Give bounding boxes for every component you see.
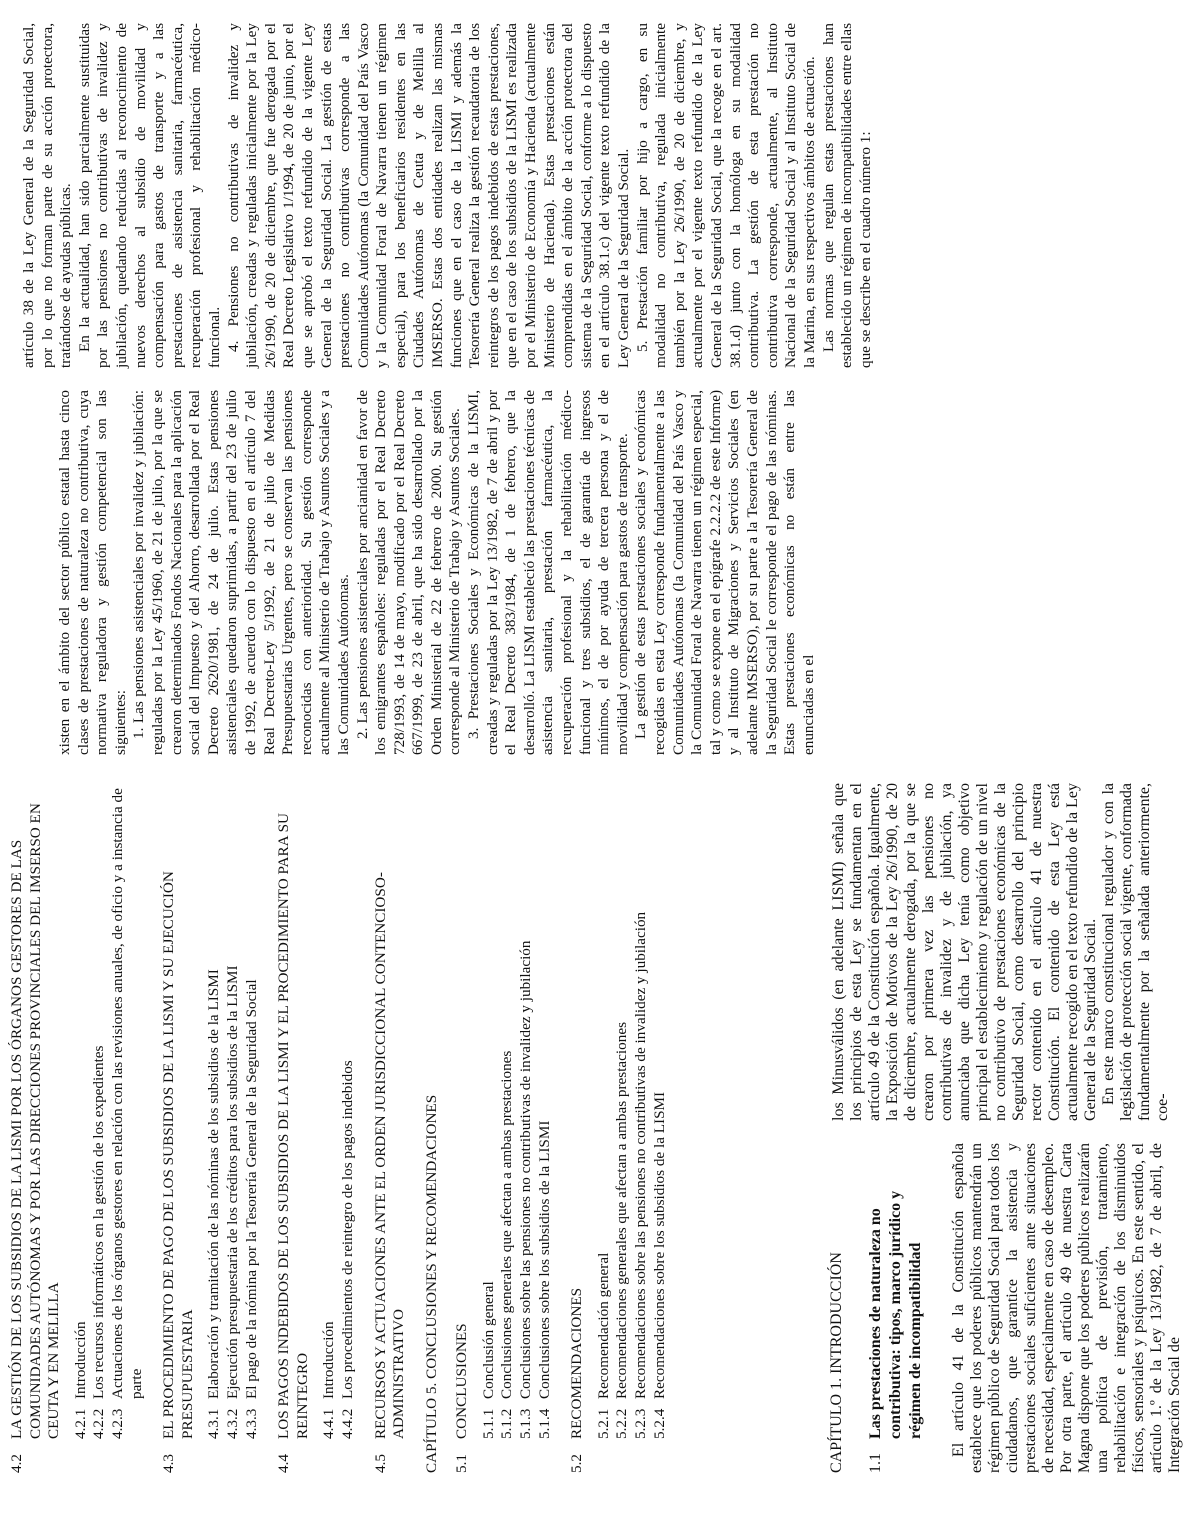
toc-subsection-title: Recomendaciones generales que afectan a ambas prestaciones [613, 1022, 631, 1399]
toc-subsection-title: Conclusiones generales que afectan a ambas prestaciones [498, 1050, 516, 1399]
toc-subsection-title: Conclusión general [479, 1281, 497, 1399]
toc-subsection-number: 5.1.3 [517, 1408, 535, 1439]
toc-section [8, 773, 146, 1473]
toc-subsection-number: 5.2.3 [632, 1408, 650, 1439]
toc-subsection-number: 4.4.1 [320, 1408, 338, 1439]
toc-subsection [243, 773, 262, 1439]
toc-subsection-number: 4.4.2 [338, 1408, 356, 1439]
paragraph: artículo 38 de la Ley General de la Seguridad Social, por lo que no forman parte de su acción protectora, tratándose de ayudas públicas. [20, 23, 75, 368]
toc-subsection [517, 773, 536, 1439]
toc-section-heading [160, 773, 197, 1473]
toc-section [372, 773, 409, 1473]
toc-subsection [536, 773, 555, 1439]
paragraph: 4. Pensiones no contributivas de invalidez y jubilación, creadas y reguladas inicialmente por la Ley 26/1990, de 20 de diciembre, que fue derogada por el Real Decreto Legislativo 1/1994, de 20 de junio, por el que se aprobó el texto refundido de la vigente Ley General de la Seguridad Social. La gestión de estas prestaciones no contributivas corresponde a las Comunidades Autónomas (la Comunidad del País Vasco y la Comunidad Foral de Navarra tienen un régimen especial), para los beneficiarios residentes en las Ciudades Autónomas de Ceuta y de Melilla al IMSERSO. Estas dos entidades realizan las mismas funciones que en el caso de la LISMI y además la Tesorería General realiza la gestión recaudatoria de los reintegros de los pagos indebidos de estas prestaciones, que en el caso de los subsidios de la LISMI es realizada por el Ministerio de Economía y Hacienda (actualmente Ministerio de Hacienda). Estas prestaciones están comprendidas en el ámbito de la acción protectora del sistema de la Seguridad Social, conforme a lo dispuesto en el artículo 38.1.c) del vigente texto refundido de la Ley General de la Seguridad Social. [224, 23, 632, 368]
toc-section-title: EL PROCEDIMIENTO DE PAGO DE LOS SUBSIDIOS DE LA LISMI Y SU EJECUCIÓN PRESUPUESTARIA [160, 871, 196, 1439]
toc-subsection-title: Ejecución presupuestaria de los créditos para los subsidios de la LISMI [223, 965, 241, 1399]
toc-subsection [595, 773, 614, 1439]
toc-subsection-number: 5.1.1 [479, 1408, 497, 1439]
toc-section-number: 5.2 [568, 1454, 586, 1473]
toc-section-title: LA GESTIÓN DE LOS SUBSIDIOS DE LA LISMI POR LOS ÓRGANOS GESTORES DE LAS COMUNIDADES AUTÓNOMAS Y POR LAS DIRECCIONES PROVINCIALES DEL IMSERSO EN CEUTA Y EN MELILLA [8, 803, 63, 1439]
toc-subsection [224, 773, 243, 1439]
toc-section [275, 773, 357, 1473]
paragraph: xisten en el ámbito del sector público estatal hasta cinco clases de prestaciones de naturaleza no contributiva, cuya normativa reguladora y gestión competencial son las siguientes: [56, 390, 129, 755]
toc-subsection-title: Recomendaciones sobre los subsidios de la LISMI [650, 1091, 668, 1399]
toc-section [568, 773, 669, 1473]
toc-subsection-number: 4.2.1 [71, 1408, 89, 1439]
middle-text-column [56, 390, 818, 755]
intro-left-column [828, 1143, 1184, 1473]
toc-subsection-title: Introducción [320, 1321, 338, 1399]
toc-subsection-number: 4.2.2 [90, 1408, 108, 1439]
toc-subsection [480, 773, 499, 1439]
toc-subsection-title: Recomendaciones sobre las pensiones no contributivas de invalidez y jubilación [632, 911, 650, 1399]
toc-subsection-number: 5.1.2 [498, 1408, 516, 1439]
toc-section-number: 4.2 [8, 1454, 25, 1473]
paragraph: El artículo 41 de la Constitución española establece que los poderes públicos mantendrán un régimen público de Seguridad Social para todos los ciudadanos, que garantice la asistencia y prestaciones sociales suficientes ante situaciones de necesidad, especialmente en caso de desempleo. Por otra parte, el artículo 49 de nuestra Carta Magna dispone que los poderes públicos realizarán una política de previsión, tratamiento, rehabilitación e integración de los disminuidos físicos, sensoriales y psíquicos. En este sentido, el artículo 1.º de la Ley 13/1982, de 7 de abril, de Integración Social de [950, 1143, 1183, 1473]
toc-subsection [498, 773, 517, 1439]
toc-subsection-title: Recomendación general [594, 1252, 612, 1399]
toc-section-title: LOS PAGOS INDEBIDOS DE LOS SUBSIDIOS DE LA LISMI Y EL PROCEDIMIENTO PARA SU REINTEGRO [275, 813, 311, 1439]
chapter-5-heading: CAPÍTULO 5. CONCLUSIONES Y RECOMENDACIONES [422, 1094, 440, 1473]
toc-subsection [632, 773, 651, 1439]
toc-section-heading [453, 773, 472, 1473]
intro-right-column [830, 783, 1172, 1121]
toc-section-heading [372, 773, 409, 1473]
paragraph: los Minusválidos (en adelante LISMI) señala que los principios de esta Ley se fundamentan en el artículo 49 de la Constitución española. Igualmente, la Exposición de Motivos de la Ley 26/1990, de 20 de diciembre, actualmente derogada, por la que se crearon por primera vez las pensiones no contributivas de invalidez y de jubilación, ya anunciaba que dicha Ley tenía como objetivo principal el establecimiento y regulación de un nivel no contributivo de prestaciones económicas de la Seguridad Social, como desarrollo del principio rector contenido en el artículo 41 de nuestra Constitución. El contenido de esta Ley está actualmente recogido en el texto refundido de la Ley General de la Seguridad Social. [830, 783, 1099, 1121]
toc-subsection [651, 773, 670, 1439]
toc-subsection [339, 773, 358, 1439]
paragraph: 2. Las pensiones asistenciales por ancianidad en favor de los emigrantes españoles: reguladas por el Real Decreto 728/1993, de 14 de mayo, modificado por el Real Decreto 667/1999, de 23 de abril, que ha sido desarrollado por la Orden Ministerial de 22 de febrero de 2000. Su gestión corresponde al Ministerio de Trabajo y Asuntos Sociales. [353, 390, 464, 755]
right-text-column [20, 23, 875, 368]
toc-section-number: 4.5 [371, 1454, 389, 1473]
toc-section-number: 4.4 [275, 1454, 293, 1473]
toc-subsection-title: Actuaciones de los órganos gestores en relación con las revisiones anuales, de oficio y a instancia de parte [108, 788, 145, 1399]
toc-subsection-number: 5.2.1 [594, 1408, 612, 1439]
toc-subsection-number: 4.3.1 [205, 1408, 223, 1439]
toc-subsection [320, 773, 339, 1439]
toc-section-heading [275, 773, 312, 1473]
toc-subsection-number: 5.1.4 [535, 1408, 553, 1439]
paragraph: Las normas que regulan estas prestaciones han establecido un régimen de incompatibilidades entre ellas que se describe en el cuadro número 1: [819, 23, 874, 368]
section-title: Las prestaciones de naturaleza no contributiva: tipos, marco jurídico y régimen de incompatibilidad [867, 1190, 924, 1439]
toc-section-heading [568, 773, 587, 1473]
toc-subsection-title: Los procedimientos de reintegro de los pagos indebidos [338, 1060, 356, 1399]
toc-subsection [109, 773, 146, 1439]
toc-section [453, 773, 554, 1473]
toc-subsection-title: Introducción [71, 1321, 89, 1399]
paragraph: 1. Las pensiones asistenciales por invalidez y jubilación: reguladas por la Ley 45/1960, de 21 de julio, por la que se crearon determinados Fondos Nacionales para la aplicación social del Impuesto y del Ahorro, desarrollada por el Real Decreto 2620/1981, de 24 de julio. Estas pensiones asistenciales quedaron suprimidas, a partir del 23 de julio de 1992, de acuerdo con lo dispuesto en el artículo 7 del Real Decreto-Ley 5/1992, de 21 de julio de Medidas Presupuestarias Urgentes, pero se conservan las pensiones reconocidas con anterioridad. Su gestión corresponde actualmente al Ministerio de Trabajo y Asuntos Sociales y a las Comunidades Autónomas. [130, 390, 352, 755]
toc-section-title: RECOMENDACIONES [568, 1287, 586, 1439]
toc-subsection-number: 4.2.3 [108, 1408, 126, 1439]
toc-subsection-number: 4.3.3 [242, 1408, 260, 1439]
paragraph: 5. Prestación familiar por hijo a cargo, en su modalidad no contributiva, regulada inicialmente también por la Ley 26/1990, de 20 de diciembre, y actualmente por el vigente texto refundido de la Ley General de la Seguridad Social, que la recoge en el art. 38.1.d) junto con la homóloga en su modalidad contributiva. La gestión de esta prestación no contributiva corresponde, actualmente, al Instituto Nacional de la Seguridad Social y al Instituto Social de la Marina, en sus respectivos ámbitos de actuación. [633, 23, 818, 368]
paragraph: En la actualidad, han sido parcialmente sustituidas por las pensiones no contributivas de invalidez y jubilación, quedando reducidas al reconocimiento de nuevos derechos al subsidio de movilidad y compensación para gastos de transporte y a las prestaciones de asistencia sanitaria, farmacéutica, recuperación profesional y rehabilitación médico-funcional. [75, 23, 223, 368]
toc-subsection [613, 773, 632, 1439]
section-number: 1.1 [867, 1453, 884, 1473]
toc-subsection [90, 773, 109, 1439]
toc-subsection-title: Los recursos informáticos en la gestión de los expedientes [90, 1045, 108, 1399]
toc-section [160, 773, 261, 1473]
chapter-1-heading: CAPÍTULO 1. INTRODUCCIÓN [828, 1252, 845, 1473]
section-1-1-heading [866, 1143, 926, 1473]
toc-section-title: CONCLUSIONES [453, 1323, 471, 1439]
table-of-contents [8, 773, 683, 1473]
toc-section-title: RECURSOS Y ACTUACIONES ANTE EL ORDEN JURISDICCIONAL CONTENCIOSO-ADMINISTRATIVO [371, 872, 408, 1439]
toc-subsection [205, 773, 224, 1439]
paragraph: En este marco constitucional regulador y con la legislación de protección social vigente, conformada fundamentalmente por la señalada anteriormente, coe- [1100, 783, 1171, 1121]
toc-subsection-title: Conclusiones sobre los subsidios de la LISMI [535, 1120, 553, 1399]
toc-subsection-number: 5.2.4 [650, 1408, 668, 1439]
toc-subsection-title: Elaboración y tramitación de las nóminas de los subsidios de la LISMI [205, 969, 223, 1399]
toc-subsection-number: 4.3.2 [223, 1408, 241, 1439]
toc-section-number: 4.3 [160, 1454, 178, 1473]
toc-section-heading [8, 773, 64, 1473]
toc-subsection-title: El pago de la nómina por la Tesorería General de la Seguridad Social [242, 979, 260, 1399]
toc-subsection [72, 773, 91, 1439]
paragraph: 3. Prestaciones Sociales y Económicas de la LISMI, creadas y reguladas por la Ley 13/1982, de 7 de abril y por el Real Decreto 383/1984, de 1 de febrero, que la desarrolló. La LISMI estableció las prestaciones técnicas de asistencia sanitaria, prestación farmacéutica, la recuperación profesional y la rehabilitación médico-funcional y tres subsidios, el de garantía de ingresos mínimos, el de por ayuda de tercera persona y el de movilidad y compensación para gastos de transporte. [465, 390, 631, 755]
toc-section-number: 5.1 [453, 1454, 471, 1473]
toc-subsection-number: 5.2.2 [613, 1408, 631, 1439]
toc-subsection-title: Conclusiones sobre las pensiones no contributivas de invalidez y jubilación [517, 940, 535, 1399]
paragraph: La gestión de estas prestaciones sociales y económicas recogidas en esta Ley corresponde fundamentalmente a las Comunidades Autónomas (la Comunidad del País Vasco y la Comunidad Foral de Navarra tienen un régimen especial, tal y como se expone en el epígrafe 2.2.2.2 de este Informe) y al Instituto de Migraciones y Servicios Sociales (en adelante IMSERSO), por su parte a la Tesorería General de la Seguridad Social le corresponde el pago de las nóminas. Estas prestaciones económicas no están entre las enunciadas en el [632, 390, 817, 755]
